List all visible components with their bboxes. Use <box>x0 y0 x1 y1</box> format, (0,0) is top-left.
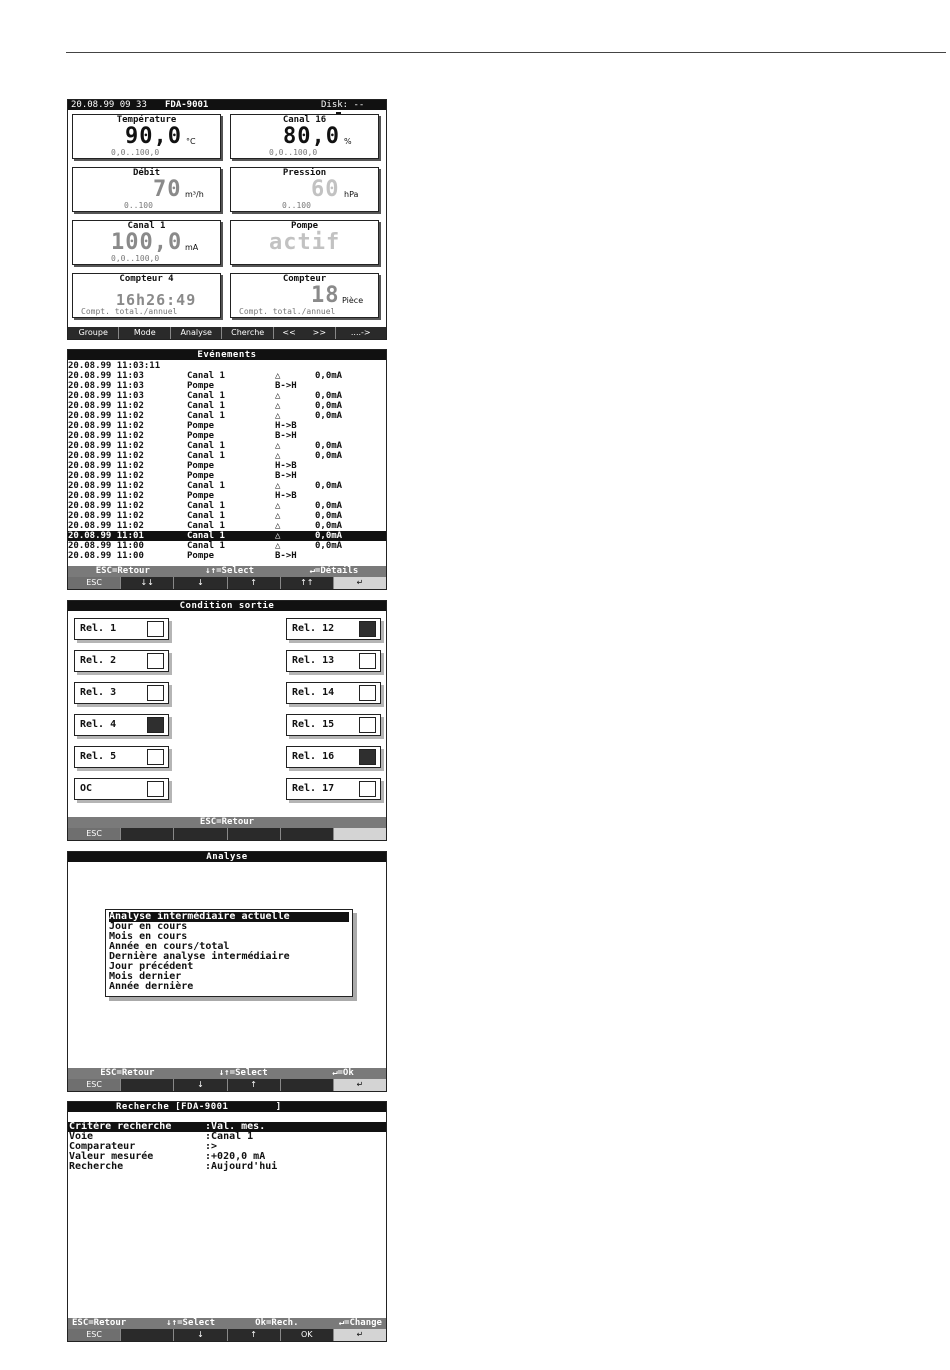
field-value: Val. mes. <box>211 1121 266 1132</box>
event-channel: Canal 1 <box>187 371 225 381</box>
event-value: 0,0mA <box>315 541 343 551</box>
field-label: Recherche <box>69 1161 124 1172</box>
relay-label: OC <box>80 783 93 794</box>
event-row[interactable] <box>68 381 386 391</box>
event-channel: Canal 1 <box>187 441 225 451</box>
event-channel: Canal 1 <box>187 411 225 421</box>
tile-title: Compteur 4 <box>119 274 174 284</box>
field-value: +020,0 mA <box>211 1151 266 1162</box>
event-channel: Pompe <box>187 551 215 561</box>
screen-recherche <box>67 1101 387 1342</box>
event-row[interactable] <box>68 541 386 551</box>
tile-title: Pompe <box>290 221 319 231</box>
field-value: > <box>211 1141 218 1152</box>
event-value: 0,0mA <box>315 401 343 411</box>
menu-item[interactable]: Jour en cours <box>109 921 188 932</box>
field-value: Canal 1 <box>211 1131 254 1142</box>
event-datetime: 20.08.99 11:02 <box>68 521 144 531</box>
tile-range: 0,0..100,0 <box>269 148 318 157</box>
tile-title: Compteur <box>282 274 327 284</box>
event-channel: Canal 1 <box>187 501 225 511</box>
event-row[interactable] <box>68 451 386 461</box>
relay-rel-17[interactable] <box>286 778 381 800</box>
event-state: △ <box>275 401 281 411</box>
relay-state-indicator <box>359 781 376 797</box>
softkey-esc[interactable]: ESC <box>68 1079 120 1091</box>
relay-state-indicator <box>359 685 376 701</box>
event-value <box>315 491 375 501</box>
tile-range: 0..100 <box>124 201 153 210</box>
relay-label: Rel. 12 <box>292 623 335 634</box>
hint-bar <box>68 1068 386 1079</box>
tile-canal-1[interactable] <box>72 220 221 265</box>
field-colon: : <box>205 1151 212 1162</box>
event-value <box>315 381 375 391</box>
menu-item[interactable]: Jour précédent <box>109 961 194 972</box>
tile-title: Canal 1 <box>127 221 166 231</box>
event-datetime: 20.08.99 11:00 <box>68 551 144 561</box>
screen-display <box>67 99 387 340</box>
relay-label: Rel. 2 <box>80 655 117 666</box>
relay-label: Rel. 17 <box>292 783 335 794</box>
softkey-up[interactable]: ↑ <box>227 1079 280 1091</box>
event-state: △ <box>275 451 281 461</box>
softkey-more[interactable]: ....-> <box>335 327 386 339</box>
event-state: △ <box>275 541 281 551</box>
field-label: Comparateur <box>69 1141 136 1152</box>
hint-esc: ESC=Retour <box>72 1318 127 1328</box>
tile-unit: mA <box>185 243 199 252</box>
tile-title: Pression <box>282 168 327 178</box>
event-row[interactable] <box>68 431 386 441</box>
field-label: Voie <box>69 1131 94 1142</box>
event-value: 0,0mA <box>315 531 343 541</box>
menu-item[interactable]: Mois dernier <box>109 971 182 982</box>
event-state: △ <box>275 531 281 541</box>
relay-rel-14[interactable] <box>286 682 381 704</box>
event-datetime: 20.08.99 11:01 <box>68 531 144 541</box>
relay-rel-12[interactable] <box>286 618 381 640</box>
analyse-menu <box>105 909 353 997</box>
event-channel: Canal 1 <box>187 521 225 531</box>
relay-label: Rel. 13 <box>292 655 335 666</box>
event-datetime: 20.08.99 11:02 <box>68 471 144 481</box>
relay-state-indicator <box>147 749 164 765</box>
page-top-rule <box>66 52 946 53</box>
field-colon: : <box>205 1161 212 1172</box>
menu-item[interactable]: Année dernière <box>109 981 194 992</box>
softkey-2 <box>120 1329 173 1341</box>
tile-unit: m³/h <box>185 190 204 199</box>
event-value: 0,0mA <box>315 391 343 401</box>
softkey-esc[interactable]: ESC <box>68 577 120 589</box>
hint-search: Ok=Rech. <box>255 1318 299 1328</box>
tile-pression[interactable] <box>230 167 379 212</box>
tile-unit: % <box>344 137 352 146</box>
event-row[interactable] <box>68 471 386 481</box>
event-datetime: 20.08.99 11:02 <box>68 441 144 451</box>
status-bar <box>68 100 386 110</box>
hint-esc: ESC=Retour <box>100 1068 155 1078</box>
event-datetime: 20.08.99 11:02 <box>68 501 144 511</box>
event-channel: Pompe <box>187 491 215 501</box>
event-datetime: 20.08.99 11:02 <box>68 511 144 521</box>
softkey-prev[interactable] <box>273 327 335 339</box>
screen-title: Recherche [FDA-9001 ] <box>68 1102 386 1112</box>
event-datetime: 20.08.99 11:02 <box>68 481 144 491</box>
event-datetime: 20.08.99 11:03 <box>68 381 144 391</box>
relay-state-indicator <box>147 653 164 669</box>
event-datetime: 20.08.99 11:02 <box>68 411 144 421</box>
screen-events <box>67 349 387 590</box>
tile-range: 0,0..100,0 <box>111 148 160 157</box>
screen-title: Evénements <box>68 350 386 360</box>
relay-state-indicator <box>147 685 164 701</box>
tile-range: 0,0..100,0 <box>111 254 160 263</box>
tile-title: Température <box>116 115 177 125</box>
event-state: △ <box>275 481 281 491</box>
event-datetime: 20.08.99 11:03 <box>68 371 144 381</box>
event-row[interactable] <box>68 501 386 511</box>
event-state: B->H <box>275 551 297 561</box>
menu-item[interactable]: Dernière analyse intermédiaire <box>109 951 290 962</box>
menu-item[interactable]: Année en cours/total <box>109 941 230 952</box>
softkey-enter[interactable]: ↵ <box>333 1079 386 1091</box>
softkey-5 <box>280 828 333 840</box>
softkey-4 <box>227 828 280 840</box>
event-state: △ <box>275 501 281 511</box>
event-channel: Pompe <box>187 431 215 441</box>
event-state: △ <box>275 411 281 421</box>
softkey-next-label: >> <box>312 328 327 337</box>
softkey-page-up[interactable]: ↑↑ <box>280 577 333 589</box>
softkey-2 <box>120 828 173 840</box>
event-channel: Canal 1 <box>187 391 225 401</box>
event-row[interactable] <box>68 531 386 541</box>
relay-label: Rel. 4 <box>80 719 117 730</box>
tile-value: 18 <box>311 283 340 308</box>
event-datetime: 20.08.99 11:03 <box>68 391 144 401</box>
event-row[interactable] <box>68 441 386 451</box>
softkey-bar <box>68 327 386 339</box>
tile-compteur[interactable] <box>230 273 379 318</box>
event-value: 0,0mA <box>315 501 343 511</box>
relay-rel-3[interactable] <box>74 682 169 704</box>
event-row[interactable] <box>68 411 386 421</box>
event-state: H->B <box>275 461 297 471</box>
event-row[interactable] <box>68 421 386 431</box>
event-value: 0,0mA <box>315 521 343 531</box>
event-channel: Pompe <box>187 461 215 471</box>
tile-canal-16[interactable] <box>230 114 379 159</box>
tile-value: actif <box>269 230 341 255</box>
softkey-up[interactable]: ↑ <box>227 577 280 589</box>
event-value: 0,0mA <box>315 411 343 421</box>
relay-state-indicator <box>359 621 376 637</box>
screen-condition-sortie <box>67 600 387 841</box>
screen-analyse <box>67 851 387 1092</box>
event-channel: Canal 1 <box>187 541 225 551</box>
softkey-bar <box>68 1329 386 1341</box>
menu-item[interactable]: Analyse intermédiaire actuelle <box>109 912 349 922</box>
relay-label: Rel. 16 <box>292 751 335 762</box>
softkey-up[interactable]: ↑ <box>227 1329 280 1341</box>
event-row[interactable] <box>68 401 386 411</box>
field-colon: : <box>205 1121 212 1132</box>
event-channel: Pompe <box>187 471 215 481</box>
relay-rel-4[interactable] <box>74 714 169 736</box>
event-list[interactable] <box>68 361 386 561</box>
relay-state-indicator <box>147 621 164 637</box>
event-value <box>315 431 375 441</box>
event-state: △ <box>275 521 281 531</box>
relay-rel-15[interactable] <box>286 714 381 736</box>
softkey-bar <box>68 828 386 840</box>
event-datetime: 20.08.99 11:02 <box>68 401 144 411</box>
event-state: B->H <box>275 381 297 391</box>
relay-rel-13[interactable] <box>286 650 381 672</box>
event-row[interactable] <box>68 371 386 381</box>
hint-ok: ↵=Ok <box>332 1068 354 1078</box>
event-state: △ <box>275 371 281 381</box>
relay-state-indicator <box>359 749 376 765</box>
field-colon: : <box>205 1131 212 1142</box>
softkey-2 <box>120 1079 173 1091</box>
softkey-bar <box>68 577 386 589</box>
event-channel: Pompe <box>187 381 215 391</box>
tile-range: 0..100 <box>282 201 311 210</box>
relay-label: Rel. 1 <box>80 623 117 634</box>
event-datetime: 20.08.99 11:02 <box>68 461 144 471</box>
tile-title: Canal 16 <box>282 115 327 125</box>
softkey-ok[interactable]: OK <box>280 1329 333 1341</box>
relay-label: Rel. 15 <box>292 719 335 730</box>
tile-value: 100,0 <box>111 230 183 255</box>
event-value <box>315 461 375 471</box>
event-datetime: 20.08.99 11:02 <box>68 451 144 461</box>
tile-unit: Pièce <box>342 296 364 305</box>
event-value: 0,0mA <box>315 441 343 451</box>
screen-title: Analyse <box>68 852 386 862</box>
event-channel: Canal 1 <box>187 531 225 541</box>
event-state: H->B <box>275 421 297 431</box>
hint-esc: ESC=Retour <box>199 817 255 827</box>
event-value: 0,0mA <box>315 371 343 381</box>
field-label: Critère recherche <box>69 1121 172 1132</box>
hint-bar <box>68 817 386 828</box>
event-state: △ <box>275 441 281 451</box>
relay-label: Rel. 5 <box>80 751 117 762</box>
card-icon <box>301 100 321 110</box>
relay-oc[interactable] <box>74 778 169 800</box>
tile-range: Compt. total./annuel <box>239 307 336 316</box>
field-label: Valeur mesurée <box>69 1151 154 1162</box>
status-device: FDA-9001 <box>165 100 209 110</box>
tile-pompe[interactable] <box>230 220 379 265</box>
tile-value: 80,0 <box>283 124 340 149</box>
softkey-6 <box>333 828 386 840</box>
relay-state-indicator <box>359 653 376 669</box>
hint-select: ↓↑=Select <box>218 1068 268 1078</box>
tile-value: 90,0 <box>125 124 182 149</box>
relay-state-indicator <box>359 717 376 733</box>
tile-temperature[interactable] <box>72 114 221 159</box>
softkey-page-down[interactable]: ↓↓ <box>120 577 173 589</box>
event-state: H->B <box>275 491 297 501</box>
event-channel: Canal 1 <box>187 511 225 521</box>
event-channel: Canal 1 <box>187 401 225 411</box>
search-field-row[interactable] <box>68 1162 386 1172</box>
relay-rel-1[interactable] <box>74 618 169 640</box>
softkey-analyse[interactable]: Analyse <box>170 327 221 339</box>
hint-bar <box>68 1318 386 1329</box>
softkey-down[interactable]: ↓ <box>173 1079 226 1091</box>
tile-unit: hPa <box>344 190 359 199</box>
tile-compteur-4[interactable] <box>72 273 221 318</box>
tile-value: 60 <box>311 177 340 202</box>
field-value: Aujourd'hui <box>211 1161 278 1172</box>
softkey-prev-label: << <box>282 328 296 337</box>
event-state: B->H <box>275 431 297 441</box>
event-value <box>315 551 375 561</box>
tile-range: Compt. total./annuel <box>81 307 178 316</box>
relay-label: Rel. 14 <box>292 687 335 698</box>
status-datetime: 20.08.99 09 33 <box>71 100 147 110</box>
event-channel: Canal 1 <box>187 481 225 491</box>
event-datetime: 20.08.99 11:02 <box>68 421 144 431</box>
softkey-down[interactable]: ↓ <box>173 577 226 589</box>
softkey-mode[interactable]: Mode <box>118 327 169 339</box>
field-colon: : <box>205 1141 212 1152</box>
softkey-bar <box>68 1079 386 1091</box>
event-channel: Pompe <box>187 421 215 431</box>
event-value: 0,0mA <box>315 511 343 521</box>
event-state: △ <box>275 391 281 401</box>
event-value <box>315 421 375 431</box>
tile-unit: °C <box>186 137 196 146</box>
hint-esc: ESC=Retour <box>95 566 150 576</box>
hint-change: ↵=Change <box>338 1318 382 1328</box>
tile-value: 70 <box>153 177 182 202</box>
event-datetime: 20.08.99 11:00 <box>68 541 144 551</box>
hint-select: ↓↑=Select <box>166 1318 216 1328</box>
hint-bar <box>68 566 386 577</box>
event-value: 0,0mA <box>315 451 343 461</box>
softkey-cherche[interactable]: Cherche <box>221 327 272 339</box>
event-row[interactable] <box>68 481 386 491</box>
relay-state-indicator <box>147 717 164 733</box>
event-row[interactable] <box>68 551 386 561</box>
event-channel: Canal 1 <box>187 451 225 461</box>
relay-rel-16[interactable] <box>286 746 381 768</box>
softkey-esc[interactable]: ESC <box>68 828 120 840</box>
relay-rel-5[interactable] <box>74 746 169 768</box>
relay-rel-2[interactable] <box>74 650 169 672</box>
menu-item[interactable]: Mois en cours <box>109 931 188 942</box>
event-state: △ <box>275 511 281 521</box>
tile-debit[interactable] <box>72 167 221 212</box>
tile-title: Débit <box>132 168 161 178</box>
status-disk: Disk: -- <box>321 100 365 110</box>
hint-details: ↵=Détails <box>309 566 359 576</box>
tile-value: 16h26:49 <box>116 291 197 309</box>
softkey-esc[interactable]: ESC <box>68 1329 120 1341</box>
event-row[interactable] <box>68 511 386 521</box>
screen-title: Condition sortie <box>68 601 386 611</box>
event-timestamp: 20.08.99 11:03:11 <box>68 361 161 371</box>
event-datetime: 20.08.99 11:02 <box>68 431 144 441</box>
relay-label: Rel. 3 <box>80 687 117 698</box>
event-state: B->H <box>275 471 297 481</box>
event-row[interactable] <box>68 461 386 471</box>
relay-state-indicator <box>147 781 164 797</box>
event-datetime: 20.08.99 11:02 <box>68 491 144 501</box>
softkey-5 <box>280 1079 333 1091</box>
softkey-down[interactable]: ↓ <box>173 1329 226 1341</box>
event-row[interactable] <box>68 521 386 531</box>
softkey-enter[interactable]: ↵ <box>333 1329 386 1341</box>
softkey-3 <box>173 828 226 840</box>
event-value <box>315 471 375 481</box>
softkey-enter[interactable]: ↵ <box>333 577 386 589</box>
event-value: 0,0mA <box>315 481 343 491</box>
hint-select: ↓↑=Select <box>205 566 255 576</box>
event-row[interactable] <box>68 391 386 401</box>
search-form <box>68 1122 386 1172</box>
softkey-groupe[interactable]: Groupe <box>78 328 108 337</box>
event-row[interactable] <box>68 491 386 501</box>
